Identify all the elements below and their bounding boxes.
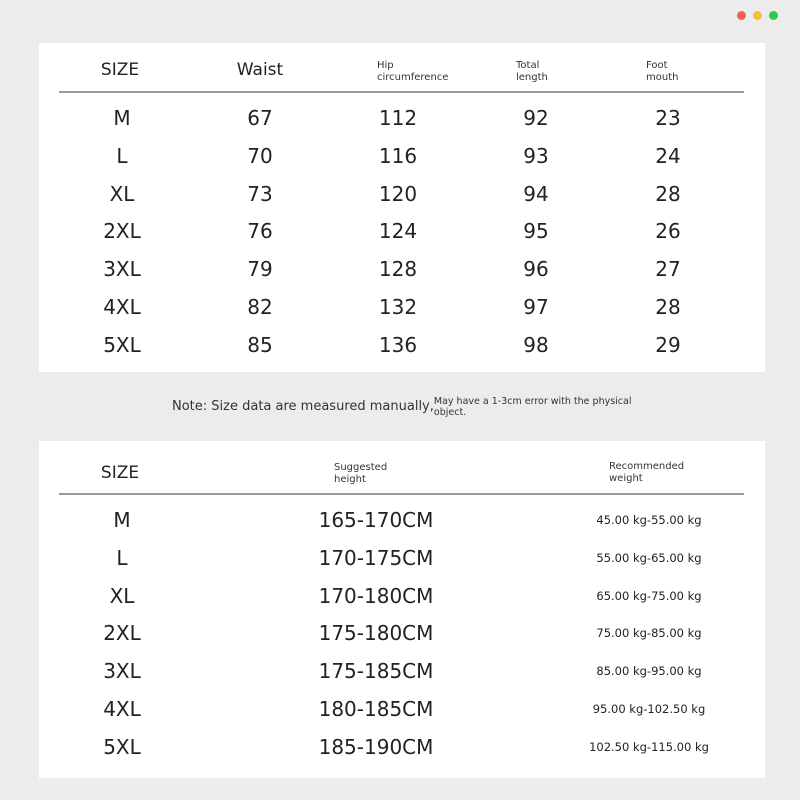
window-controls (737, 11, 778, 20)
cell-size: 5XL (103, 332, 141, 357)
header-foot-mouth: Foot mouth (646, 60, 679, 83)
cell-size: L (116, 143, 128, 168)
cell-height: 170-175CM (318, 545, 434, 570)
cell-hip: 124 (378, 219, 418, 244)
cell-waist: 82 (247, 295, 273, 319)
maximize-dot-icon[interactable] (769, 11, 778, 20)
cell-height: 170-180CM (318, 583, 434, 608)
cell-foot: 24 (655, 143, 681, 168)
cell-length: 96 (523, 257, 549, 282)
header-divider (59, 91, 744, 93)
cell-length: 95 (523, 219, 549, 244)
cell-hip: 132 (378, 295, 418, 319)
cell-waist: 76 (247, 219, 273, 244)
cell-weight: 65.00 kg-75.00 kg (596, 588, 702, 603)
cell-height: 175-180CM (318, 621, 434, 646)
note-small-text: May have a 1-3cm error with the physical object. (433, 396, 632, 418)
cell-size: M (113, 106, 131, 130)
cell-length: 94 (523, 181, 549, 206)
cell-weight: 85.00 kg-95.00 kg (596, 664, 702, 679)
close-dot-icon[interactable] (737, 11, 746, 20)
cell-waist: 70 (247, 143, 273, 168)
cell-foot: 26 (655, 219, 681, 244)
cell-length: 98 (523, 332, 549, 357)
measurement-note (172, 397, 639, 418)
cell-size: 3XL (103, 659, 141, 684)
header-suggested-height: Suggested height (334, 462, 388, 485)
cell-size: 4XL (103, 697, 141, 721)
cell-weight: 102.50 kg-115.00 kg (589, 739, 709, 754)
cell-foot: 28 (655, 181, 681, 206)
cell-length: 92 (523, 106, 549, 130)
note-main-text: Note: Size data are measured manually, (172, 399, 434, 414)
cell-hip: 128 (378, 257, 418, 282)
cell-weight: 75.00 kg-85.00 kg (596, 626, 702, 641)
cell-waist: 85 (247, 332, 273, 357)
size-measurement-card (39, 43, 765, 372)
cell-foot: 29 (655, 332, 681, 357)
cell-waist: 79 (247, 257, 273, 282)
header-recommended-weight: Recommended weight (609, 461, 685, 484)
cell-size: 2XL (103, 219, 141, 244)
cell-weight: 55.00 kg-65.00 kg (596, 550, 702, 565)
cell-size: XL (109, 181, 135, 206)
cell-size: 4XL (103, 295, 141, 319)
header-waist: Waist (236, 60, 284, 80)
cell-hip: 116 (378, 143, 418, 168)
cell-foot: 27 (655, 257, 681, 282)
cell-length: 97 (523, 295, 549, 319)
cell-size: 5XL (103, 734, 141, 759)
cell-height: 180-185CM (318, 697, 434, 721)
header-hip: Hip circumference (377, 60, 449, 83)
cell-height: 175-185CM (318, 659, 434, 684)
cell-length: 93 (523, 143, 549, 168)
cell-size: 2XL (103, 621, 141, 646)
header-size-2: SIZE (100, 463, 140, 483)
cell-hip: 112 (378, 106, 418, 130)
cell-weight: 95.00 kg-102.50 kg (592, 702, 706, 716)
header-size: SIZE (100, 60, 140, 80)
minimize-dot-icon[interactable] (753, 11, 762, 20)
cell-size: L (116, 545, 128, 570)
cell-size: M (113, 508, 131, 532)
cell-size: 3XL (103, 257, 141, 282)
size-recommendation-card (39, 441, 765, 778)
cell-size: XL (109, 583, 135, 608)
cell-waist: 67 (247, 106, 273, 130)
cell-waist: 73 (247, 181, 273, 206)
cell-foot: 28 (655, 295, 681, 319)
cell-hip: 136 (378, 332, 418, 357)
cell-hip: 120 (378, 181, 418, 206)
cell-height: 185-190CM (318, 734, 434, 759)
cell-height: 165-170CM (318, 508, 434, 532)
header-divider-2 (59, 493, 744, 495)
header-total-length: Total length (516, 60, 548, 83)
cell-weight: 45.00 kg-55.00 kg (596, 513, 702, 527)
cell-foot: 23 (655, 106, 681, 130)
